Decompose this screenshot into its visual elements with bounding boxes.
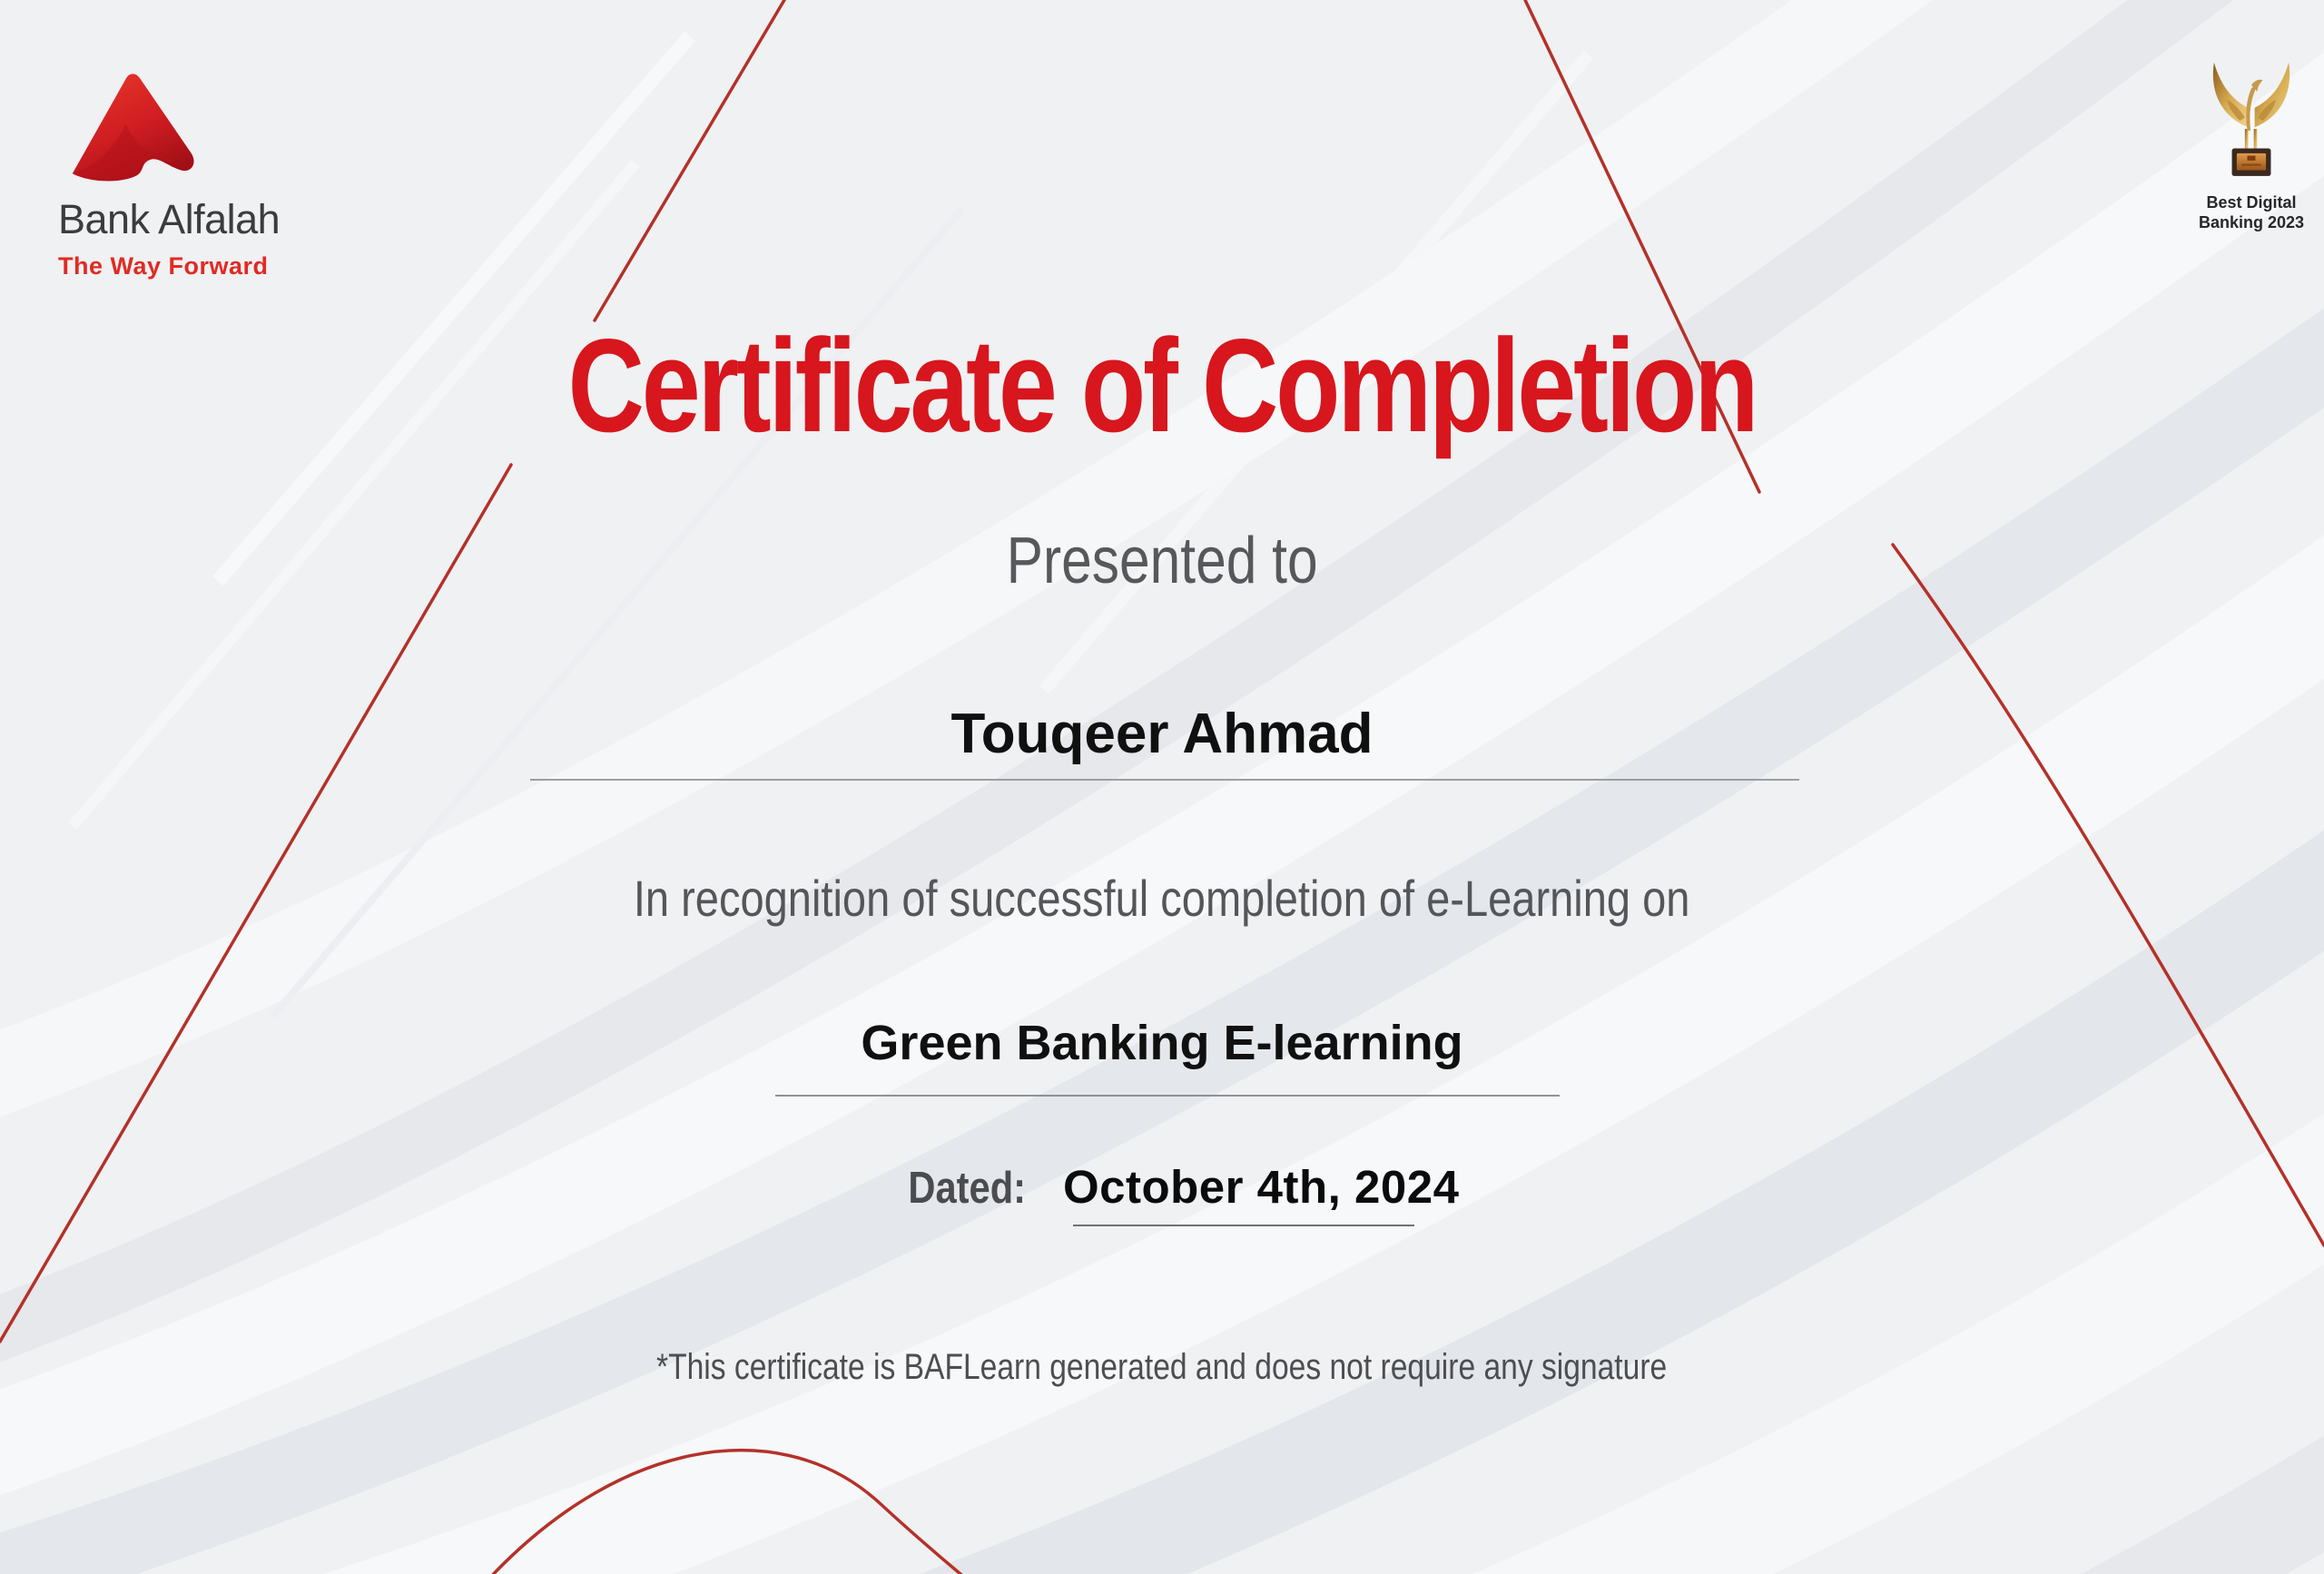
date-underline — [1073, 1225, 1414, 1226]
certificate-title — [0, 311, 2324, 459]
recipient-name: Touqeer Ahmad — [950, 703, 1374, 765]
disclaimer-text: *This certificate is BAFLearn generated and does not require any signature — [656, 1347, 1668, 1387]
course-name: Green Banking E-learning — [861, 1016, 1463, 1070]
brand-name: Bank Alfalah — [58, 196, 281, 242]
bank-alfalah-logo-mark-icon — [65, 64, 203, 192]
dated-label: Dated: — [907, 1164, 1026, 1213]
bank-alfalah-logo — [58, 64, 385, 280]
certificate-title-text: Certificate of Completion — [567, 311, 1757, 459]
recipient-name-underline — [530, 779, 1799, 781]
brand-tagline: The Way Forward — [58, 252, 269, 280]
award-label-line1: Best Digital — [2206, 193, 2297, 212]
course-name-underline — [775, 1095, 1560, 1097]
presented-to-label: Presented to — [1006, 525, 1318, 597]
trophy-icon — [2198, 53, 2305, 191]
dated-row — [0, 1161, 2324, 1213]
date-value: October 4th, 2024 — [1062, 1161, 1460, 1213]
award-label-line2: Banking 2023 — [2198, 213, 2305, 231]
red-line-left-upper — [595, 0, 784, 320]
award-badge — [2168, 53, 2324, 232]
recognition-text: In recognition of successful completion of e-Learning on — [634, 870, 1690, 927]
